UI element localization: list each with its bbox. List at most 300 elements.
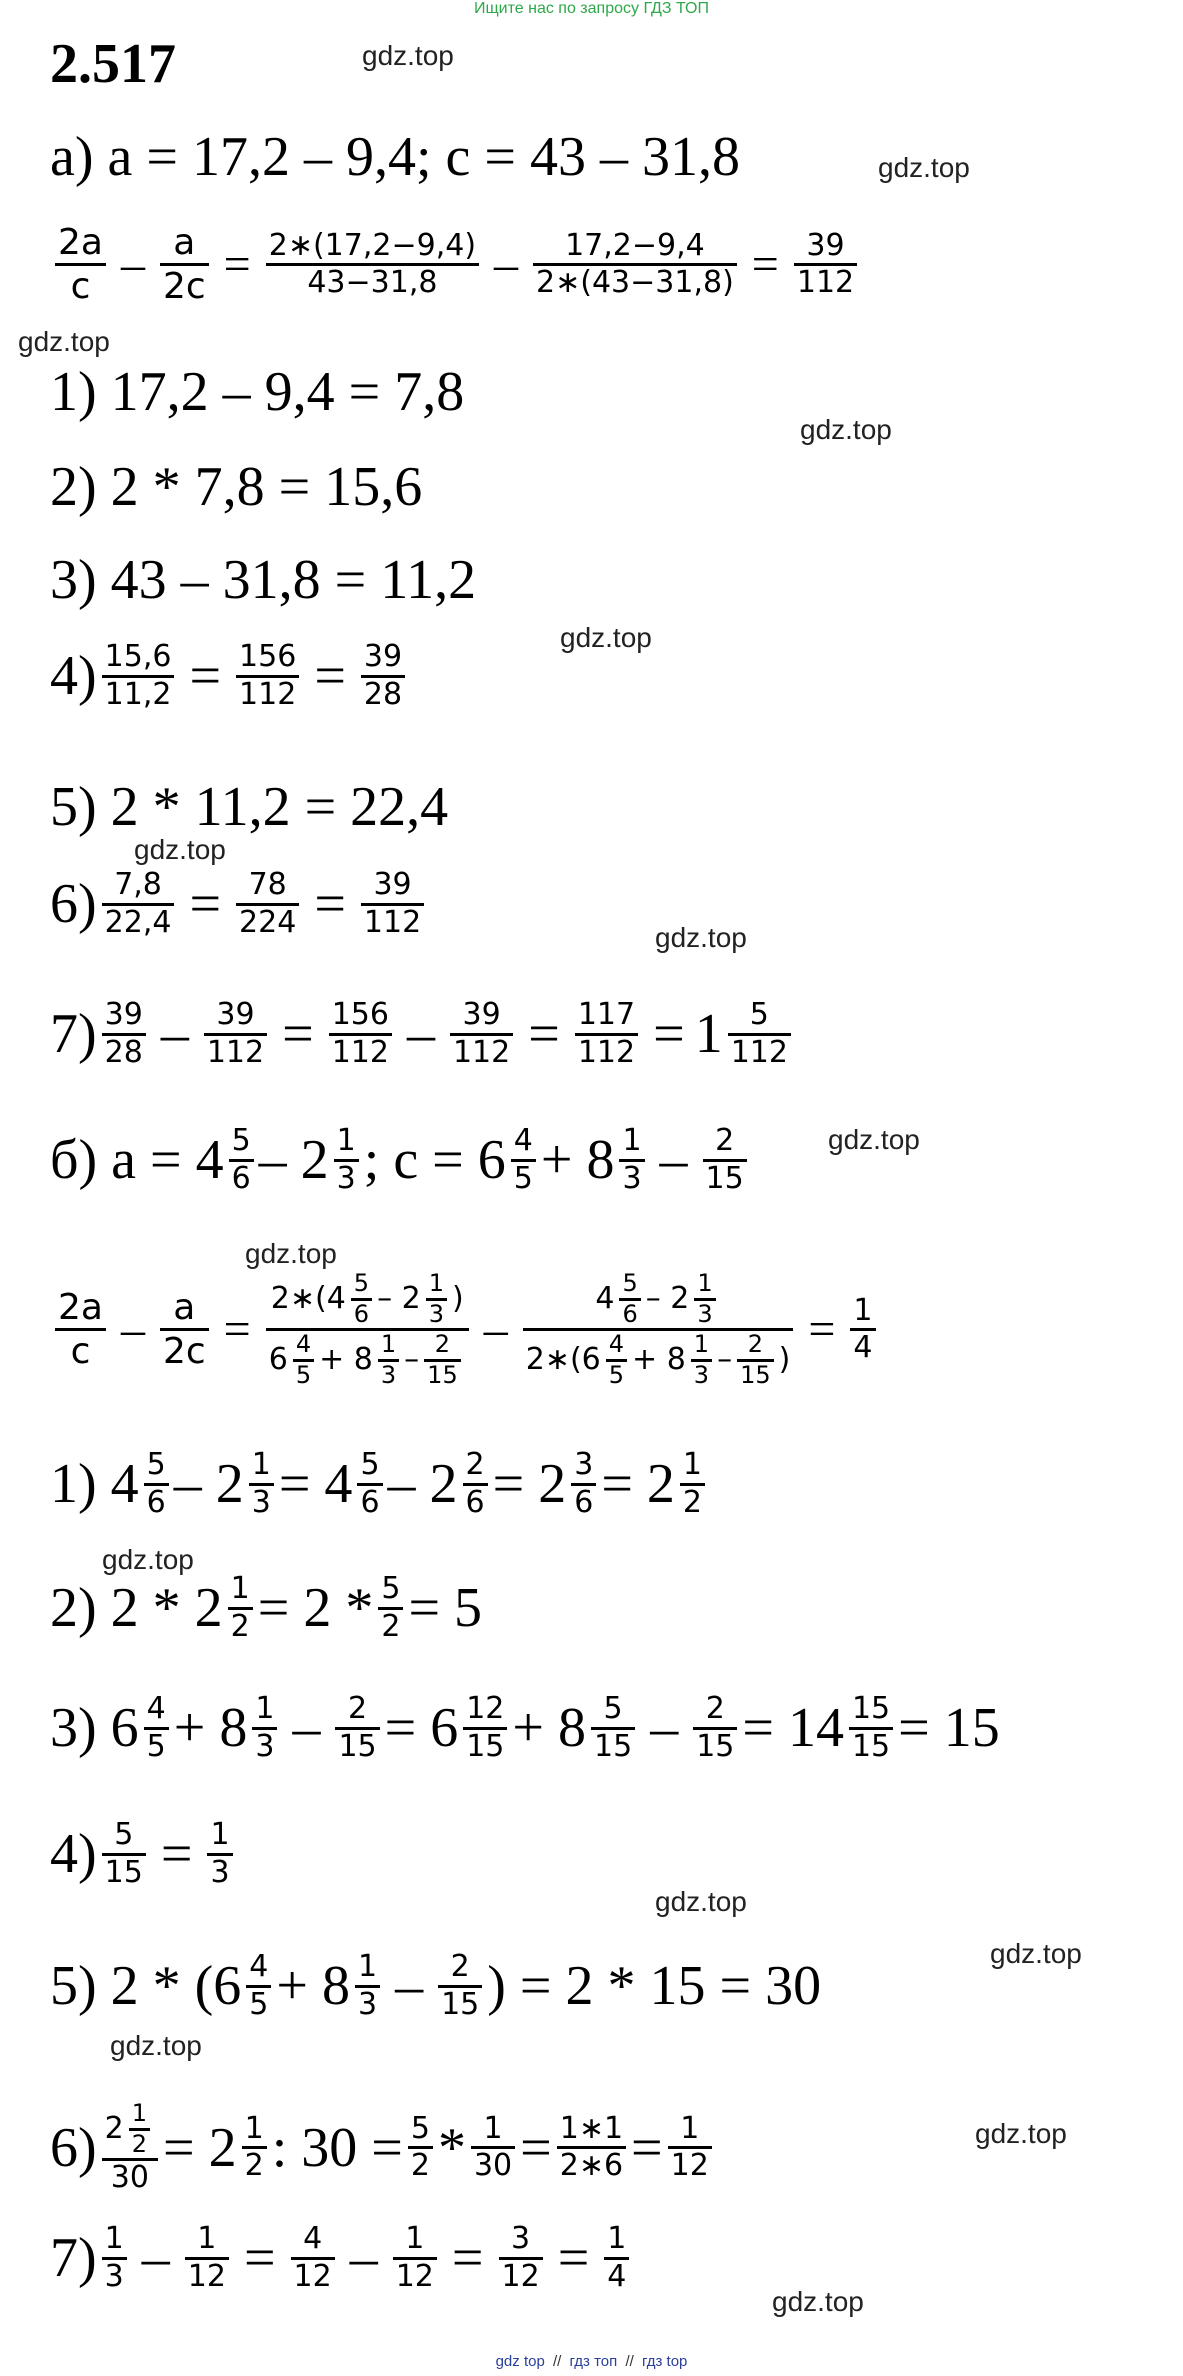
math-term: 3 [255, 1728, 275, 1764]
part-b-given [50, 1124, 752, 1196]
math-term: 5 [231, 1123, 251, 1158]
step-a1 [50, 360, 464, 424]
math-term: 39 [806, 227, 845, 263]
fraction [850, 1294, 875, 1366]
math-term: 1 [428, 1269, 444, 1297]
math-term: 5 [249, 1986, 269, 2022]
watermark: gdz.top [800, 414, 892, 445]
math-term: 43−31,8 [307, 265, 438, 301]
math-term: 224 [239, 904, 297, 940]
fraction [291, 2222, 335, 2294]
math-term: 2 [434, 1330, 451, 1359]
math-term: + 8 [319, 1342, 373, 1378]
math-term: 6) [50, 2116, 97, 2179]
math-term: 112 [331, 1034, 389, 1070]
math-term: 3 [104, 2258, 124, 2294]
math-term: 6 [360, 1484, 380, 1520]
fraction [393, 2222, 437, 2294]
math-term: 15 [740, 1360, 771, 1389]
math-term: 1 [255, 1691, 275, 1726]
math-term: 2 [410, 2148, 430, 2184]
exercise-number: 2.517 [50, 33, 176, 95]
fraction [207, 1818, 232, 1890]
watermark: gdz.top [990, 1938, 1082, 1969]
math-term: + 8 [276, 1955, 350, 2017]
math-term: 4 [513, 1123, 533, 1158]
math-term: = [653, 1003, 685, 1065]
math-term [694, 1270, 715, 1328]
fraction [160, 222, 209, 308]
math-term: 5 [353, 1269, 370, 1297]
fraction [693, 1692, 737, 1764]
fraction [266, 1270, 469, 1389]
math-term: 15 [594, 1728, 633, 1764]
math-term: 1 [483, 2110, 503, 2146]
fraction [463, 1448, 488, 1520]
math-term: – 2 [173, 1453, 244, 1515]
footer-link[interactable]: gdz top [495, 2353, 545, 2370]
math-term: – [292, 1697, 321, 1759]
math-term: a [173, 1286, 196, 1328]
math-term: – [483, 1303, 508, 1357]
fraction [160, 1287, 209, 1373]
math-term [426, 1270, 447, 1328]
fraction [728, 998, 791, 1070]
math-term: 39 [373, 867, 412, 902]
footer-link[interactable]: гдз топ [569, 2353, 618, 2370]
math-term [737, 1331, 774, 1389]
math-term: 1 [405, 2221, 425, 2256]
part-a-formula [50, 222, 862, 308]
math-term: ) [451, 1280, 464, 1316]
math-term: 2∗6 [559, 2148, 624, 2184]
math-term [293, 1331, 314, 1389]
fraction [355, 1950, 380, 2022]
part-label: а) [50, 126, 94, 188]
math-term: – [395, 1955, 424, 2017]
math-term: – 2 [645, 1280, 690, 1316]
math-term: = 2 [163, 2116, 237, 2179]
math-term: 12 [293, 2258, 332, 2294]
math-term: 3 [210, 1854, 230, 1890]
fraction [463, 1692, 507, 1764]
math-term: 5 [603, 1691, 623, 1726]
math-term: = 6 [384, 1697, 459, 1759]
math-term: ) = 2 * 15 = 30 [487, 1955, 822, 2017]
math-term: 1) 4 [50, 1453, 139, 1515]
fraction [668, 2112, 712, 2184]
math-term: = [314, 645, 346, 707]
math-term: 15 [427, 1360, 458, 1389]
watermark: gdz.top [102, 1544, 194, 1575]
math-term: – [406, 1003, 435, 1065]
fraction [571, 1448, 596, 1520]
math-term: 2 [465, 1447, 485, 1482]
fraction [102, 640, 175, 712]
math-term: + 8 [512, 1697, 586, 1759]
math-term: 12 [501, 2258, 540, 2294]
fraction [357, 1448, 382, 1520]
math-term: 6 [268, 1342, 288, 1378]
math-term [351, 1270, 372, 1328]
math-term: 3 [251, 1484, 271, 1520]
watermark: gdz.top [245, 1238, 337, 1269]
math-term: 5 [146, 1728, 166, 1764]
math-term: 3 [693, 1360, 710, 1389]
math-term: 12 [187, 2258, 226, 2294]
math-term: 2∗(17,2−9,4) [268, 227, 477, 263]
math-term: 2 [705, 1691, 725, 1726]
fraction [849, 1692, 893, 1764]
math-term: 112 [577, 1034, 636, 1070]
math-term: 39 [104, 997, 143, 1032]
fraction [438, 1950, 482, 2022]
watermark: gdz.top [828, 1124, 920, 1155]
math-term: 1 [251, 1447, 271, 1482]
fraction [361, 640, 405, 712]
math-term: 5 [608, 1360, 625, 1389]
math-term: 3) 6 [50, 1697, 139, 1759]
step-b4 [50, 1818, 238, 1890]
math-term: = [282, 1003, 314, 1065]
math-term: – [141, 2227, 170, 2289]
fraction [334, 1124, 359, 1196]
math-term: 78 [248, 867, 287, 902]
fraction [144, 1692, 169, 1764]
math-term: ) [778, 1342, 791, 1378]
math-term: б) [50, 1129, 98, 1191]
math-term: * [437, 2116, 466, 2179]
fraction [794, 229, 857, 301]
math-term: 112 [452, 1034, 511, 1070]
math-term: 39 [462, 997, 501, 1032]
step-a6 [50, 868, 429, 940]
fraction [102, 2100, 158, 2196]
math-term: 22,4 [104, 904, 172, 940]
math-term: – 2 [377, 1280, 421, 1316]
math-term: = [189, 645, 222, 707]
math-term: 15 [851, 1691, 891, 1726]
math-term: + 8 [173, 1697, 248, 1759]
math-term: = [557, 2227, 590, 2289]
math-term: 1 [607, 2221, 627, 2256]
math-term: 2 [381, 1608, 401, 1644]
math-term: = 2 [492, 1453, 567, 1515]
fraction [591, 1692, 635, 1764]
math-term: 28 [104, 1034, 143, 1070]
math-term: 5) 2 * 11,2 = 22,4 [50, 776, 449, 838]
math-term: = [751, 238, 779, 292]
math-term: 1 [244, 2110, 264, 2146]
math-term: 2c [162, 1331, 206, 1373]
fraction [408, 2112, 433, 2184]
math-term: 112 [796, 265, 855, 301]
math-term: 1 [682, 1447, 702, 1482]
given-values: a = 17,2 – 9,4; c = 43 – 31,8 [107, 126, 740, 188]
math-term: = [223, 1303, 251, 1357]
math-term: 5 [513, 1160, 533, 1196]
math-term: 1 [336, 1123, 356, 1158]
math-term: 1∗1 [559, 2110, 624, 2146]
fraction [102, 2222, 127, 2294]
math-term: 6 [574, 1484, 594, 1520]
math-term: 15 [851, 1728, 891, 1764]
math-term: c [70, 1331, 91, 1373]
math-term: 2 [347, 1691, 368, 1726]
math-term: 12 [466, 1691, 505, 1726]
step-b2 [50, 1572, 482, 1644]
fraction [229, 1124, 254, 1196]
math-term: – 2 [387, 1453, 458, 1515]
math-term: = [520, 2116, 552, 2179]
math-term: 39 [216, 997, 255, 1032]
fraction [249, 1448, 274, 1520]
math-term: 15 [705, 1160, 744, 1196]
math-term: – [650, 1697, 679, 1759]
math-term [129, 2100, 150, 2158]
fraction [185, 2222, 229, 2294]
fraction [204, 998, 267, 1070]
math-term: 6) [50, 873, 97, 935]
math-term: 112 [206, 1034, 265, 1070]
math-term: 2) 2 * 7,8 = 15,6 [50, 456, 423, 518]
math-term: 2 [131, 2129, 148, 2158]
math-term: 2∗(6 [525, 1342, 601, 1378]
math-term: 4 [249, 1949, 269, 1984]
math-term: 2c [162, 266, 206, 308]
math-term: 7) [50, 1003, 97, 1065]
math-term: 1 [131, 2099, 148, 2127]
math-term: – [120, 1303, 145, 1357]
math-term: 15 [338, 1728, 377, 1764]
fraction [236, 868, 299, 940]
math-term: 15 [696, 1728, 735, 1764]
watermark: gdz.top [878, 152, 970, 183]
fraction [511, 1124, 536, 1196]
watermark: gdz.top [110, 2030, 202, 2061]
fraction [450, 998, 513, 1070]
math-term: 15 [466, 1728, 505, 1764]
math-term: 5 [146, 1447, 166, 1482]
math-term: c [70, 266, 91, 308]
step-b6 [50, 2100, 717, 2196]
footer-links: gdz top // гдз топ // гдз top [495, 2353, 688, 2370]
math-term: 1 [380, 1330, 397, 1359]
math-term: 17,2−9,4 [565, 227, 705, 263]
math-term: 6 [146, 1484, 166, 1520]
math-term: 3 [511, 2221, 531, 2256]
math-term: 6 [622, 1299, 638, 1328]
math-term [592, 1270, 723, 1328]
fraction [55, 1287, 106, 1373]
footer-link[interactable]: гдз top [641, 2353, 688, 2370]
math-term: 1 [853, 1292, 873, 1328]
step-a7 [50, 998, 796, 1070]
math-term: 4 [295, 1330, 312, 1359]
step-b1 [50, 1448, 710, 1520]
fraction [533, 229, 737, 301]
fraction [252, 1692, 277, 1764]
math-term: 3 [622, 1160, 642, 1196]
math-term [523, 1331, 794, 1389]
math-term: : 30 = [271, 2116, 403, 2179]
math-term: 6 [231, 1160, 251, 1196]
fraction [242, 2112, 267, 2184]
math-term: 2a [58, 1286, 103, 1328]
math-term: 4) [50, 645, 97, 707]
step-b5 [50, 1950, 821, 2022]
math-term [691, 1331, 712, 1389]
part-b-formula [50, 1270, 881, 1389]
math-term: 2 [747, 1330, 763, 1359]
math-term: 30 [110, 2160, 149, 2196]
fraction [329, 998, 392, 1070]
fraction [228, 1572, 253, 1644]
math-term: = 2 * [257, 1577, 374, 1639]
math-term: 4 [303, 2221, 323, 2256]
math-term: = [189, 873, 222, 935]
math-term: 11,2 [104, 676, 172, 712]
fraction [575, 998, 638, 1070]
math-term: – [494, 238, 519, 292]
math-term: 2) 2 * 2 [50, 1577, 223, 1639]
fraction [378, 1572, 403, 1644]
fraction [604, 2222, 629, 2294]
math-term: = [243, 2227, 276, 2289]
math-term: = [528, 1003, 560, 1065]
fraction [499, 2222, 543, 2294]
math-term: 4 [607, 2258, 627, 2294]
math-term: = [314, 873, 346, 935]
math-term: 1 [197, 2221, 217, 2256]
fraction [102, 1818, 146, 1890]
math-term [619, 1270, 640, 1328]
fraction [55, 222, 106, 308]
math-term: 156 [331, 997, 389, 1032]
step-b7 [50, 2222, 634, 2294]
math-term: – [160, 1003, 189, 1065]
math-term: 7,8 [114, 867, 162, 902]
math-term: 4 [608, 1330, 625, 1359]
math-term: 2 [104, 2110, 124, 2146]
math-term: 112 [363, 904, 422, 940]
watermark: gdz.top [362, 40, 454, 71]
math-term: – [659, 1129, 688, 1191]
step-b3 [50, 1692, 1000, 1764]
math-term: 1 [680, 2110, 700, 2146]
math-term: 5 [114, 1817, 134, 1852]
header-search-link[interactable]: Ищите нас по запросу ГДЗ ТОП [474, 0, 709, 17]
math-term: 3) 43 – 31,8 = 11,2 [50, 549, 477, 611]
math-term: 28 [363, 676, 403, 712]
math-term: 2∗(43−31,8) [536, 265, 734, 301]
math-term: 4) [50, 1823, 97, 1885]
fraction [557, 2112, 626, 2184]
math-term: – [349, 2227, 378, 2289]
math-term [378, 1331, 399, 1389]
math-term: 3 [428, 1299, 444, 1328]
math-term: 2 [244, 2148, 264, 2184]
math-term: 156 [239, 639, 297, 674]
fraction [619, 1124, 644, 1196]
math-term: 5 [360, 1447, 380, 1482]
watermark: gdz.top [772, 2286, 864, 2317]
part-a-given [50, 125, 740, 189]
math-term: 3 [357, 1986, 378, 2022]
math-term: 12 [395, 2258, 434, 2294]
math-term: 2 [450, 1949, 470, 1984]
math-term: 15 [441, 1986, 480, 2022]
fraction [335, 1692, 379, 1764]
math-term: 5 [410, 2110, 430, 2146]
math-term: 1) 17,2 – 9,4 = 7,8 [50, 361, 465, 423]
fraction [102, 868, 175, 940]
math-term: 112 [239, 676, 297, 712]
watermark: gdz.top [655, 1886, 747, 1917]
math-term: 117 [577, 997, 636, 1032]
watermark: gdz.top [655, 922, 747, 953]
math-term: 5) 2 * (6 [50, 1955, 242, 2017]
step-a2 [50, 455, 422, 519]
math-term: 1 [622, 1123, 642, 1158]
fraction [680, 1448, 705, 1520]
math-term: 2 [230, 1608, 250, 1644]
fraction [266, 229, 479, 301]
math-term: 4 [595, 1280, 615, 1316]
fraction [361, 868, 424, 940]
math-term: 15 [104, 1854, 143, 1890]
fraction [471, 2112, 515, 2184]
math-term: 2 [715, 1123, 735, 1158]
math-term: 6 [353, 1299, 370, 1328]
math-term: + 8 [632, 1342, 686, 1378]
math-term: = 15 [898, 1697, 1000, 1759]
math-term: 39 [363, 639, 403, 674]
math-term: a = 4 [111, 1129, 224, 1191]
watermark: gdz.top [18, 326, 110, 357]
step-a4 [50, 640, 410, 712]
math-term: = 14 [742, 1697, 844, 1759]
step-a3 [50, 548, 476, 612]
watermark: gdz.top [134, 834, 226, 865]
math-term: 1 [697, 1269, 713, 1297]
math-term: 4 [146, 1691, 166, 1726]
fraction [246, 1950, 271, 2022]
math-term: 112 [730, 1034, 788, 1070]
math-term: 3 [574, 1447, 594, 1482]
math-term: 6 [465, 1484, 485, 1520]
math-term: – [120, 238, 145, 292]
math-term: = [808, 1303, 836, 1357]
watermark: gdz.top [560, 622, 652, 653]
math-term: 30 [473, 2148, 513, 2184]
math-term: 15,6 [104, 639, 172, 674]
math-term: = [160, 1823, 193, 1885]
math-term: = 5 [408, 1577, 483, 1639]
math-term [424, 1331, 461, 1389]
math-term: – [404, 1342, 420, 1378]
math-term: 12 [670, 2148, 709, 2184]
math-term: 1 [230, 1571, 250, 1606]
math-term: 5 [381, 1571, 401, 1606]
math-term: ; c = 6 [363, 1129, 506, 1191]
math-term [266, 1331, 469, 1389]
math-term: 5 [749, 997, 769, 1032]
math-term: 1 [694, 1003, 723, 1065]
fraction [102, 998, 146, 1070]
math-term: = 4 [278, 1453, 353, 1515]
math-term: 1 [693, 1330, 710, 1359]
